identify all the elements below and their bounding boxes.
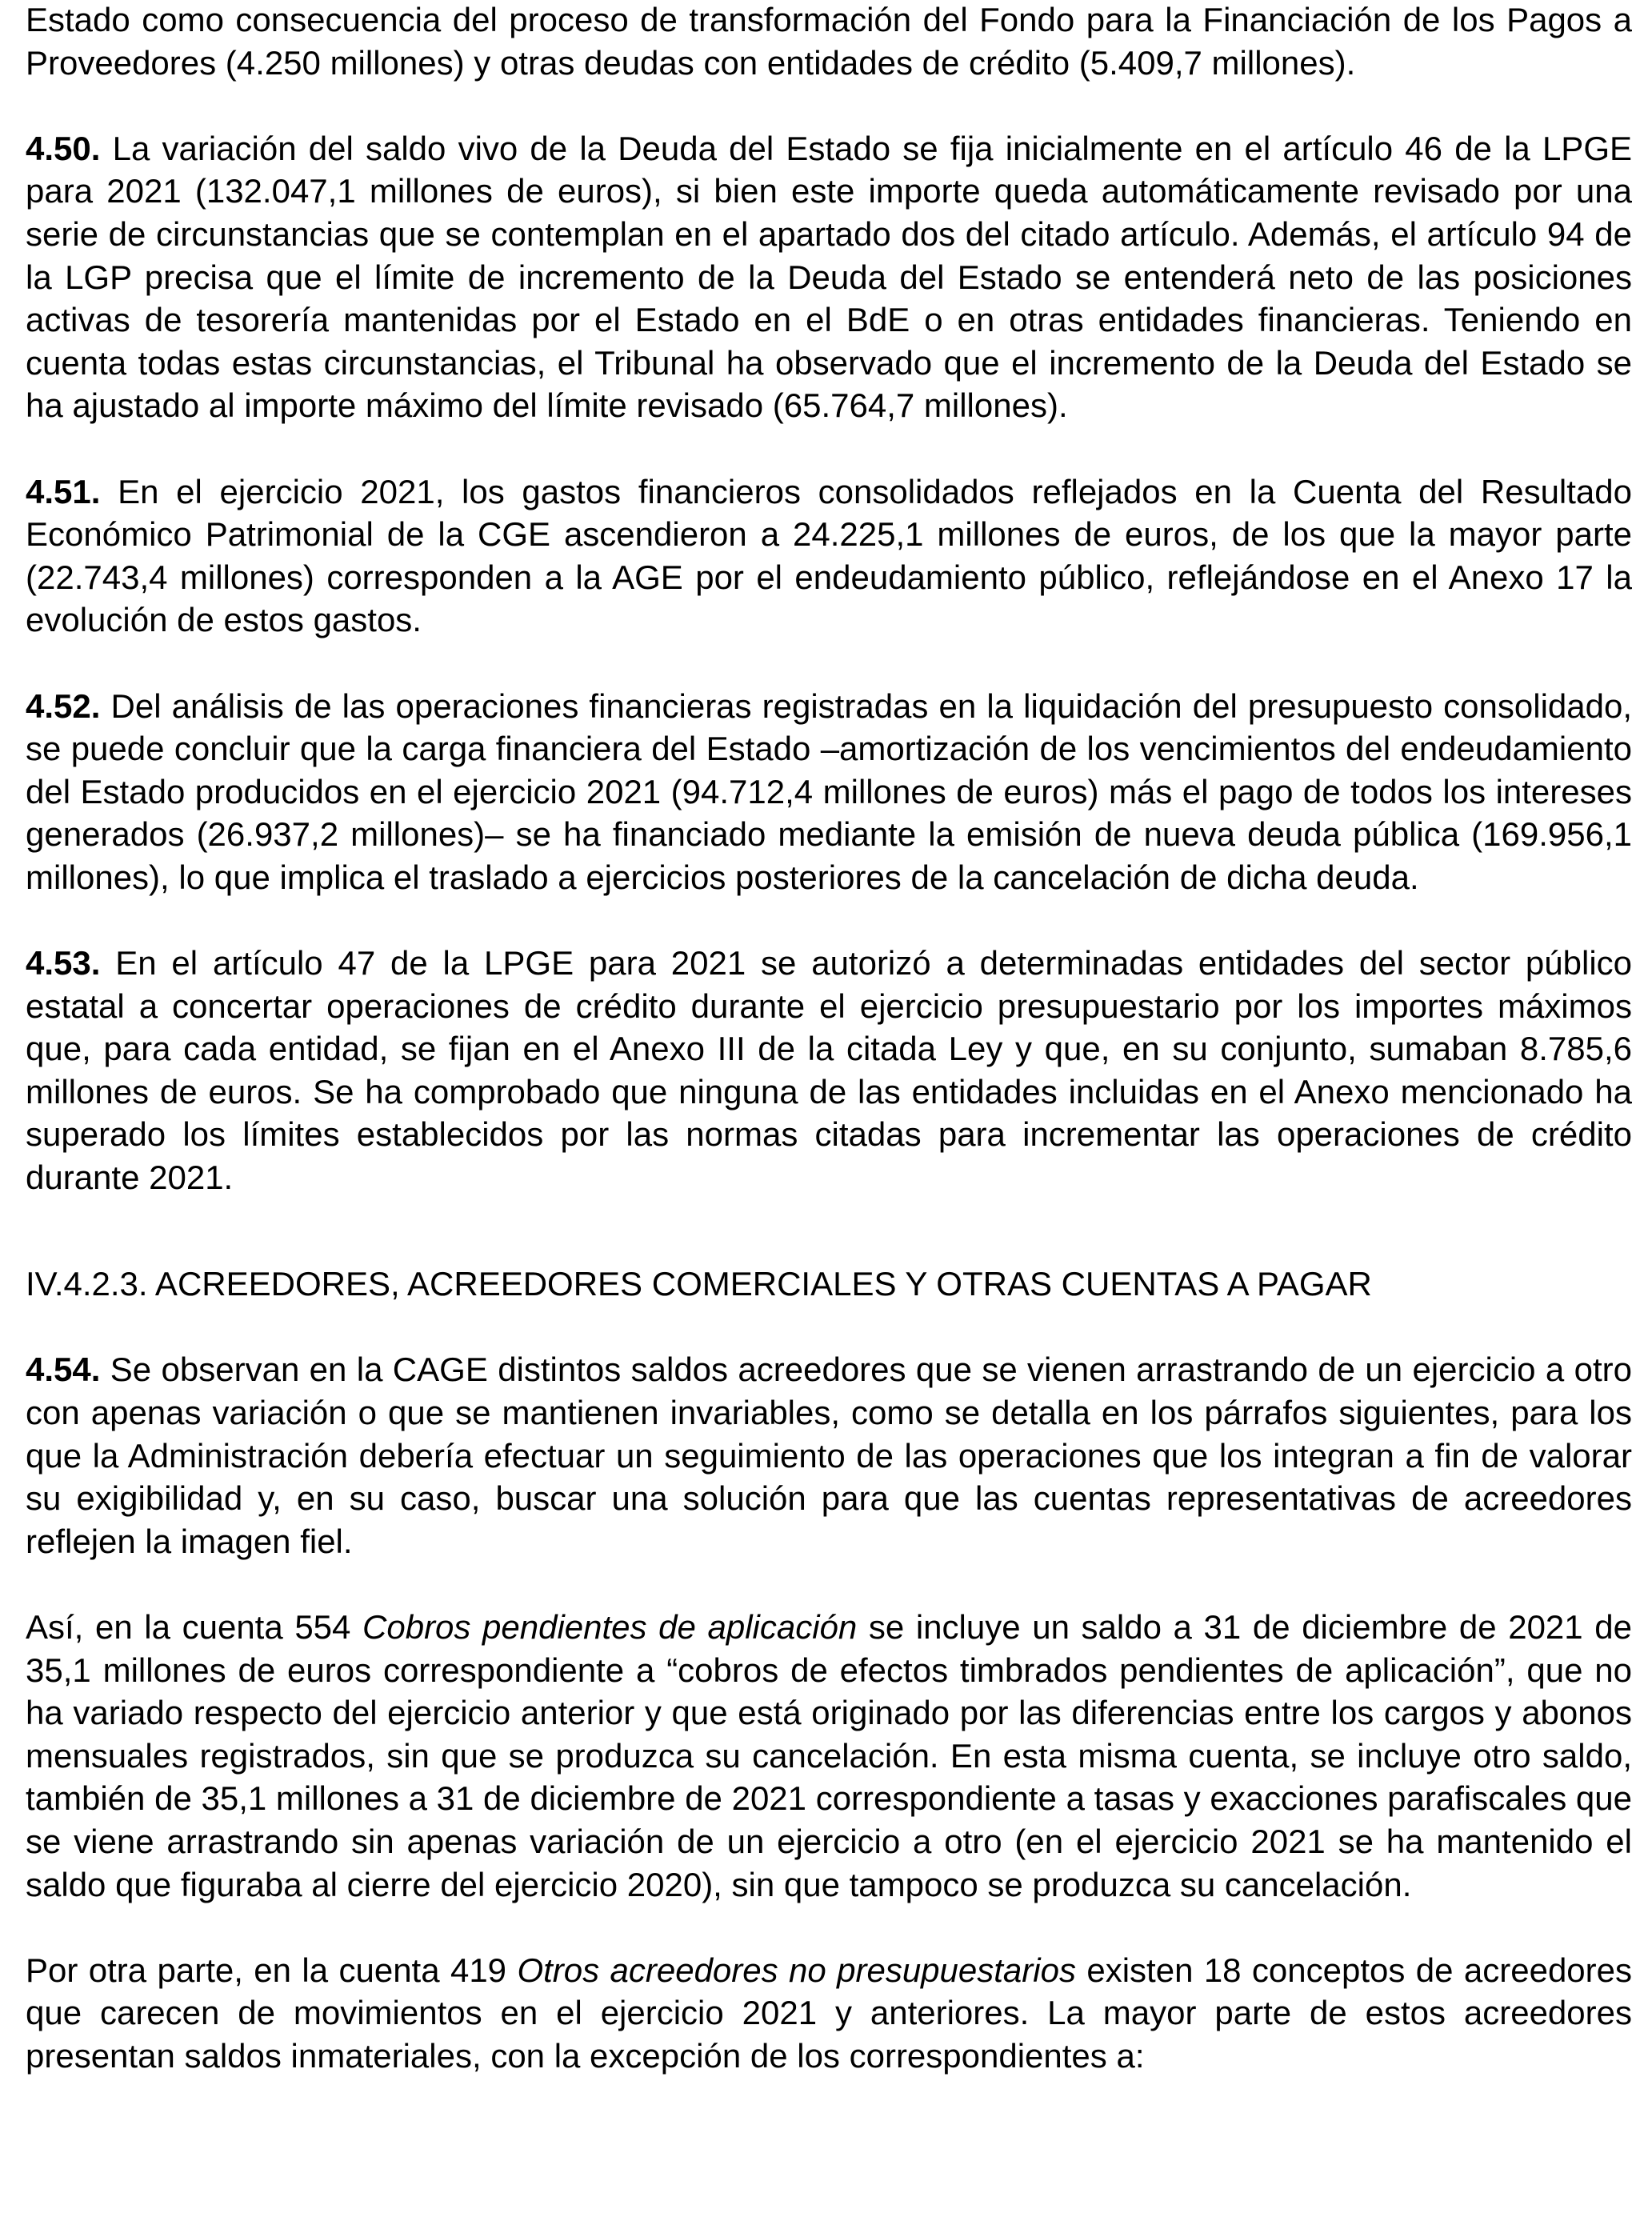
paragraph-number: 4.50.: [26, 129, 101, 167]
paragraph-text: En el artículo 47 de la LPGE para 2021 se autorizó a determinadas entidades del sector público estatal a concertar operaciones de crédito durante el ejercicio presupuestario por los importes máximos que, para cada entidad, se fijan en el Anexo III de la citada Ley y que, en su conjunto, sumaban 8.785,6 millones de euros. Se ha comprobado que ninguna de las entidades incluidas en el Anexo mencionado ha superado los límites establecidos por las normas citadas para incrementar las operaciones de crédito durante 2021.: [26, 944, 1633, 1197]
section-heading: IV.4.2.3. ACREEDORES, ACREEDORES COMERCIALES Y OTRAS CUENTAS A PAGAR: [26, 1265, 1372, 1303]
paragraph-4-54: [26, 1348, 1632, 1563]
paragraph-text: Del análisis de las operaciones financieras registradas en la liquidación del presupuesto consolidado, se puede concluir que la carga financiera del Estado –amortización de los vencimientos del endeudamiento del Estado producidos en el ejercicio 2021 (94.712,4 millones de euros) más el pago de todos los intereses generados (26.937,2 millones)– se ha financiado mediante la emisión de nueva deuda pública (169.956,1 millones), lo que implica el traslado a ejercicios posteriores de la cancelación de dicha deuda.: [26, 686, 1633, 896]
paragraph-number: 4.51.: [26, 472, 101, 510]
paragraph-text: En el ejercicio 2021, los gastos financieros consolidados reflejados en la Cuenta del Resultado Económico Patrimonial de la CGE ascendieron a 24.225,1 millones de euros, de los que la mayor parte (22.743,4 millones) corresponden a la AGE por el endeudamiento público, reflejándose en el Anexo 17 la evolución de estos gastos.: [26, 472, 1633, 639]
paragraph-number: 4.52.: [26, 686, 101, 725]
paragraph-number: 4.54.: [26, 1351, 101, 1389]
paragraph-rest: se incluye un saldo a 31 de diciembre de 2021 de 35,1 millones de euros correspondiente a “cobros de efectos timbrados pendientes de aplicación”, que no ha variado respecto del ejercicio anterior y que está originado por las diferencias entre los cargos y abonos mensuales registrados, sin que se produzca su cancelación. En esta misma cuenta, se incluye otro saldo, también de 35,1 millones a 31 de diciembre de 2021 correspondiente a tasas y exacciones parafiscales que se viene arrastrando sin apenas variación de un ejercicio a otro (en el ejercicio 2021 se ha mantenido el saldo que figuraba al cierre del ejercicio 2020), sin que tampoco se produzca su cancelación.: [26, 1607, 1632, 1903]
paragraph-4-53: [26, 942, 1632, 1199]
opening-paragraph-text: Estado como consecuencia del proceso de transformación del Fondo para la Financiación de los Pagos a Proveedores (4.250 millones) y otras deudas con entidades de crédito (5.409,7 millones).: [26, 1, 1632, 82]
paragraph-lead: Así, en la cuenta 554: [26, 1607, 363, 1646]
paragraph-text: La variación del saldo vivo de la Deuda del Estado se fija inicialmente en el artículo 46 de la LPGE para 2021 (132.047,1 millones de euros), si bien este importe queda automáticamente revisado por una serie de circunstancias que se contemplan en el apartado dos del citado artículo. Además, el artículo 94 de la LGP precisa que el límite de incremento de la Deuda del Estado se entenderá neto de las posiciones activas de tesorería mantenidas por el Estado en el BdE o en otras entidades financieras. Teniendo en cuenta todas estas circunstancias, el Tribunal ha observado que el incremento de la Deuda del Estado se ha ajustado al importe máximo del límite revisado (65.764,7 millones).: [26, 129, 1633, 425]
paragraph-lead: Por otra parte, en la cuenta 419: [26, 1951, 518, 1989]
paragraph-cuenta-554: [26, 1606, 1632, 1906]
paragraph-4-50: [26, 127, 1632, 427]
account-name: Cobros pendientes de aplicación: [362, 1607, 858, 1646]
paragraph-4-52: [26, 685, 1632, 899]
paragraph-4-51: [26, 470, 1632, 642]
paragraph-text: Se observan en la CAGE distintos saldos acreedores que se vienen arrastrando de un ejercicio a otro con apenas variación o que se mantienen invariables, como se detalla en los párrafos siguientes, para los que la Administración debería efectuar un seguimiento de las operaciones que los integran a fin de valorar su exigibilidad y, en su caso, buscar una solución para que las cuentas representativas de acreedores reflejen la imagen fiel.: [26, 1351, 1633, 1560]
account-name: Otros acreedores no presupuestarios: [517, 1951, 1076, 1989]
opening-paragraph: [26, 0, 1632, 84]
document-page: [26, 0, 1632, 2120]
paragraph-number: 4.53.: [26, 944, 101, 982]
paragraph-cuenta-419: [26, 1949, 1632, 2078]
paragraph-rest: existen 18 conceptos de acreedores que carecen de movimientos en el ejercicio 2021 y anteriores. La mayor parte de estos acreedores presentan saldos inmateriales, con la excepción de los correspondientes a:: [26, 1951, 1632, 2075]
